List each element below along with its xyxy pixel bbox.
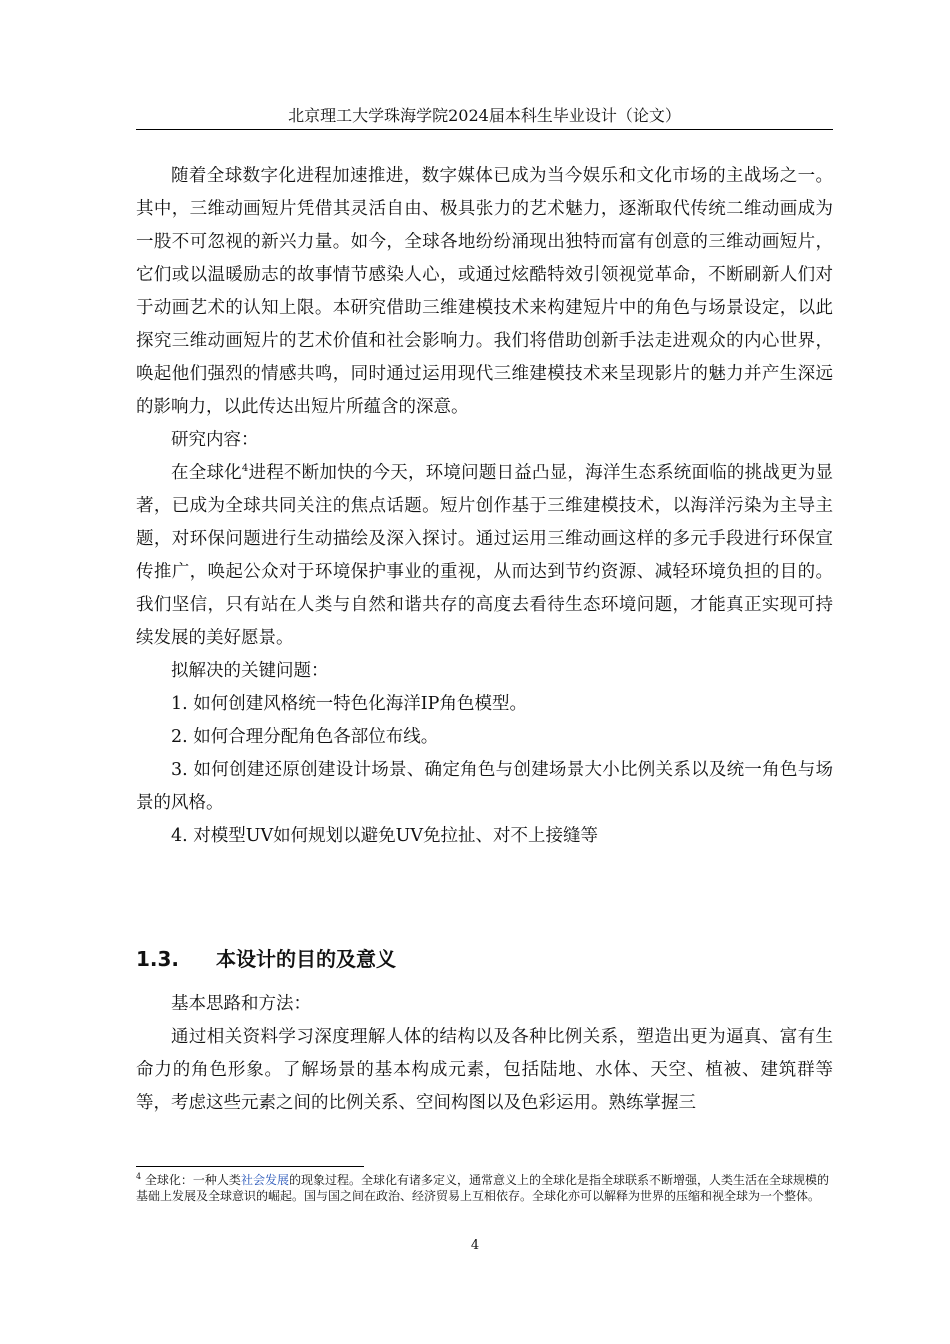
footnote-ref[interactable]: 4 [241, 463, 249, 475]
footnote-marker: 4 [136, 1172, 142, 1181]
key-problem-item: 2. 如何合理分配角色各部位布线。 [171, 727, 439, 747]
paragraph-research-content-label: 研究内容： [171, 430, 259, 450]
paragraph-intro: 随着全球数字化进程加速推进，数字媒体已成为当今娱乐和文化市场的主战场之一。其中，三维动画短片凭借其灵活自由、极具张力的艺术魅力，逐渐取代传统二维动画成为一股不可忽视的新兴力量。如今，全球各地纷纷涌现出独特而富有创意的三维动画短片，它们或以温暖励志的故事情节感染人心，或通过炫酷特效引领视觉革命，不断刷新人们对于动画艺术的认知上限。本研究借助三维建模技术来构建短片中的角色与场景设定，以此探究三维动画短片的艺术价值和社会影响力。我们将借助创新手法走进观众的内心世界，唤起他们强烈的情感共鸣，同时通过运用现代三维建模技术来呈现影片的魅力并产生深远的影响力，以此传达出短片所蕴含的深意。 [136, 166, 833, 417]
globalization-lead: 在全球化 [171, 463, 242, 483]
footnote-text: 的现象过程。全球化有诸多定义，通常意义上的全球化是指全球联系不断增强，人类生活在全球规模的基础上发展及全球意识的崛起。国与国之间在政治、经济贸易上互相依存。全球化亦可以解释为世界的压缩和视全球为一个整体。 [136, 1173, 829, 1203]
section-heading [136, 944, 396, 974]
section-number: 1.3. [136, 947, 180, 971]
key-problems-title: 拟解决的关键问题： [171, 661, 329, 681]
paragraph-methods-label: 基本思路和方法： [171, 994, 311, 1014]
globalization-rest: 进程不断加快的今天，环境问题日益凸显，海洋生态系统面临的挑战更为显著，已成为全球共同关注的焦点话题。短片创作基于三维建模技术，以海洋污染为主导主题，对环保问题进行生动描绘及深入探讨。通过运用三维动画这样的多元手段进行环保宣传推广，唤起公众对于环境保护事业的重视，从而达到节约资源、减轻环境负担的目的。我们坚信，只有站在人类与自然和谐共存的高度去看待生态环境问题，才能真正实现可持续发展的美好愿景。 [136, 463, 834, 648]
section-body [136, 988, 833, 1120]
header-rule [136, 129, 833, 130]
key-problem-item: 1. 如何创建风格统一特色化海洋IP角色模型。 [171, 694, 527, 714]
paragraph-methods: 通过相关资料学习深度理解人体的结构以及各种比例关系，塑造出更为逼真、富有生命力的角色形象。了解场景的基本构成元素，包括陆地、水体、天空、植被、建筑群等等，考虑这些元素之间的比例关系、空间构图以及色彩运用。熟练掌握三 [136, 1027, 833, 1113]
footnote-label: 全球化：一种人类 [144, 1173, 241, 1187]
body-text [136, 160, 833, 853]
footnote-rule [136, 1166, 364, 1167]
page-number: 4 [470, 1238, 480, 1253]
key-problem-item: 4. 对模型UV如何规划以避免UV免拉扯、对不上接缝等 [171, 826, 599, 846]
page-header: 北京理工大学珠海学院2024届本科生毕业设计（论文） [288, 106, 681, 125]
footnote-link[interactable]: 社会发展 [240, 1173, 289, 1187]
key-problem-item: 3. 如何创建还原创建设计场景、确定角色与创建场景大小比例关系以及统一角色与场景的风格。 [136, 760, 833, 813]
paragraph-globalization [136, 457, 833, 655]
footnote [136, 1172, 833, 1204]
section-title: 本设计的目的及意义 [216, 947, 396, 971]
